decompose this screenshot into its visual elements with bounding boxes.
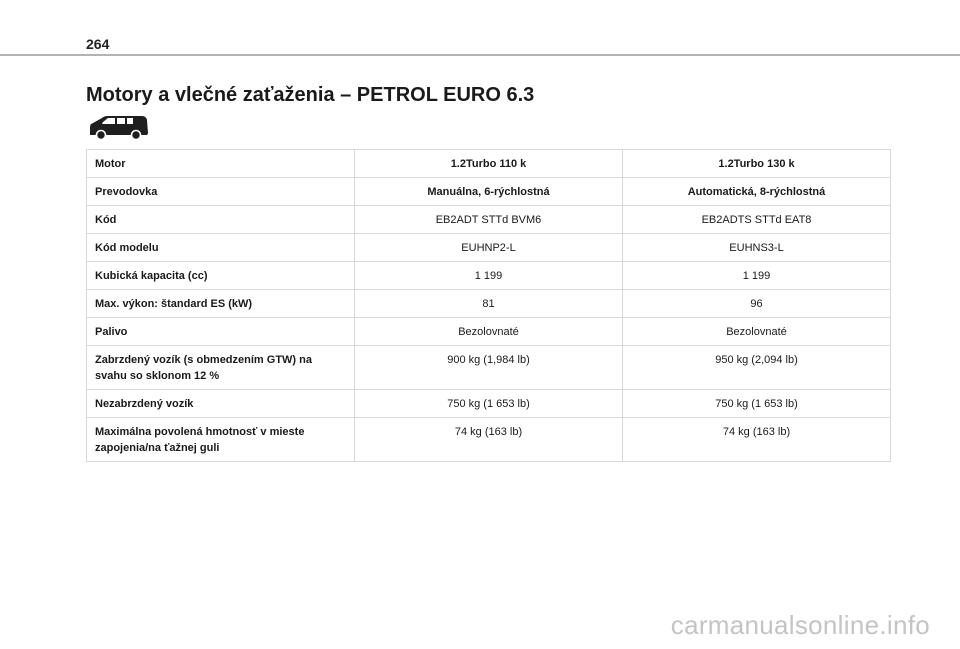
table-row [87,318,891,346]
row-value: EUHNP2-L [355,234,623,262]
page-title: Motory a vlečné zaťaženia – PETROL EURO 6.3 [86,84,535,106]
row-label: Zabrzdený vozík (s obmedzením GTW) na svahu so sklonom 12 % [87,346,355,390]
table-header-row [87,150,891,178]
table-row [87,178,891,206]
page-number: 264 [86,36,110,52]
row-value: Bezolovnaté [355,318,623,346]
row-value: EB2ADTS STTd EAT8 [623,206,891,234]
table-row [87,206,891,234]
row-value: Manuálna, 6-rýchlostná [355,178,623,206]
van-icon [86,113,150,141]
row-value: 81 [355,290,623,318]
table-row [87,234,891,262]
row-label: Palivo [87,318,355,346]
row-value: Automatická, 8-rýchlostná [623,178,891,206]
header-engine-2: 1.2Turbo 130 k [623,150,891,178]
engine-spec-table [86,149,891,462]
table-row [87,418,891,462]
row-label: Kubická kapacita (cc) [87,262,355,290]
row-label: Prevodovka [87,178,355,206]
header-label: Motor [87,150,355,178]
row-value: 1 199 [623,262,891,290]
row-value: 750 kg (1 653 lb) [623,390,891,418]
table-row [87,262,891,290]
table-row [87,290,891,318]
row-value: 74 kg (163 lb) [623,418,891,462]
row-value: 1 199 [355,262,623,290]
watermark-text: carmanualsonline.info [670,610,930,640]
row-label: Nezabrzdený vozík [87,390,355,418]
row-value: 900 kg (1,984 lb) [355,346,623,390]
row-value: 750 kg (1 653 lb) [355,390,623,418]
row-label: Maximálna povolená hmotnosť v mieste zapojenia/na ťažnej guli [87,418,355,462]
row-value: Bezolovnaté [623,318,891,346]
row-value: 96 [623,290,891,318]
row-label: Kód [87,206,355,234]
row-value: 74 kg (163 lb) [355,418,623,462]
header-rule [0,54,960,56]
row-label: Kód modelu [87,234,355,262]
row-value: EB2ADT STTd BVM6 [355,206,623,234]
row-value: EUHNS3-L [623,234,891,262]
row-value: 950 kg (2,094 lb) [623,346,891,390]
header-engine-1: 1.2Turbo 110 k [355,150,623,178]
table-row [87,346,891,390]
row-label: Max. výkon: štandard ES (kW) [87,290,355,318]
table-row [87,390,891,418]
